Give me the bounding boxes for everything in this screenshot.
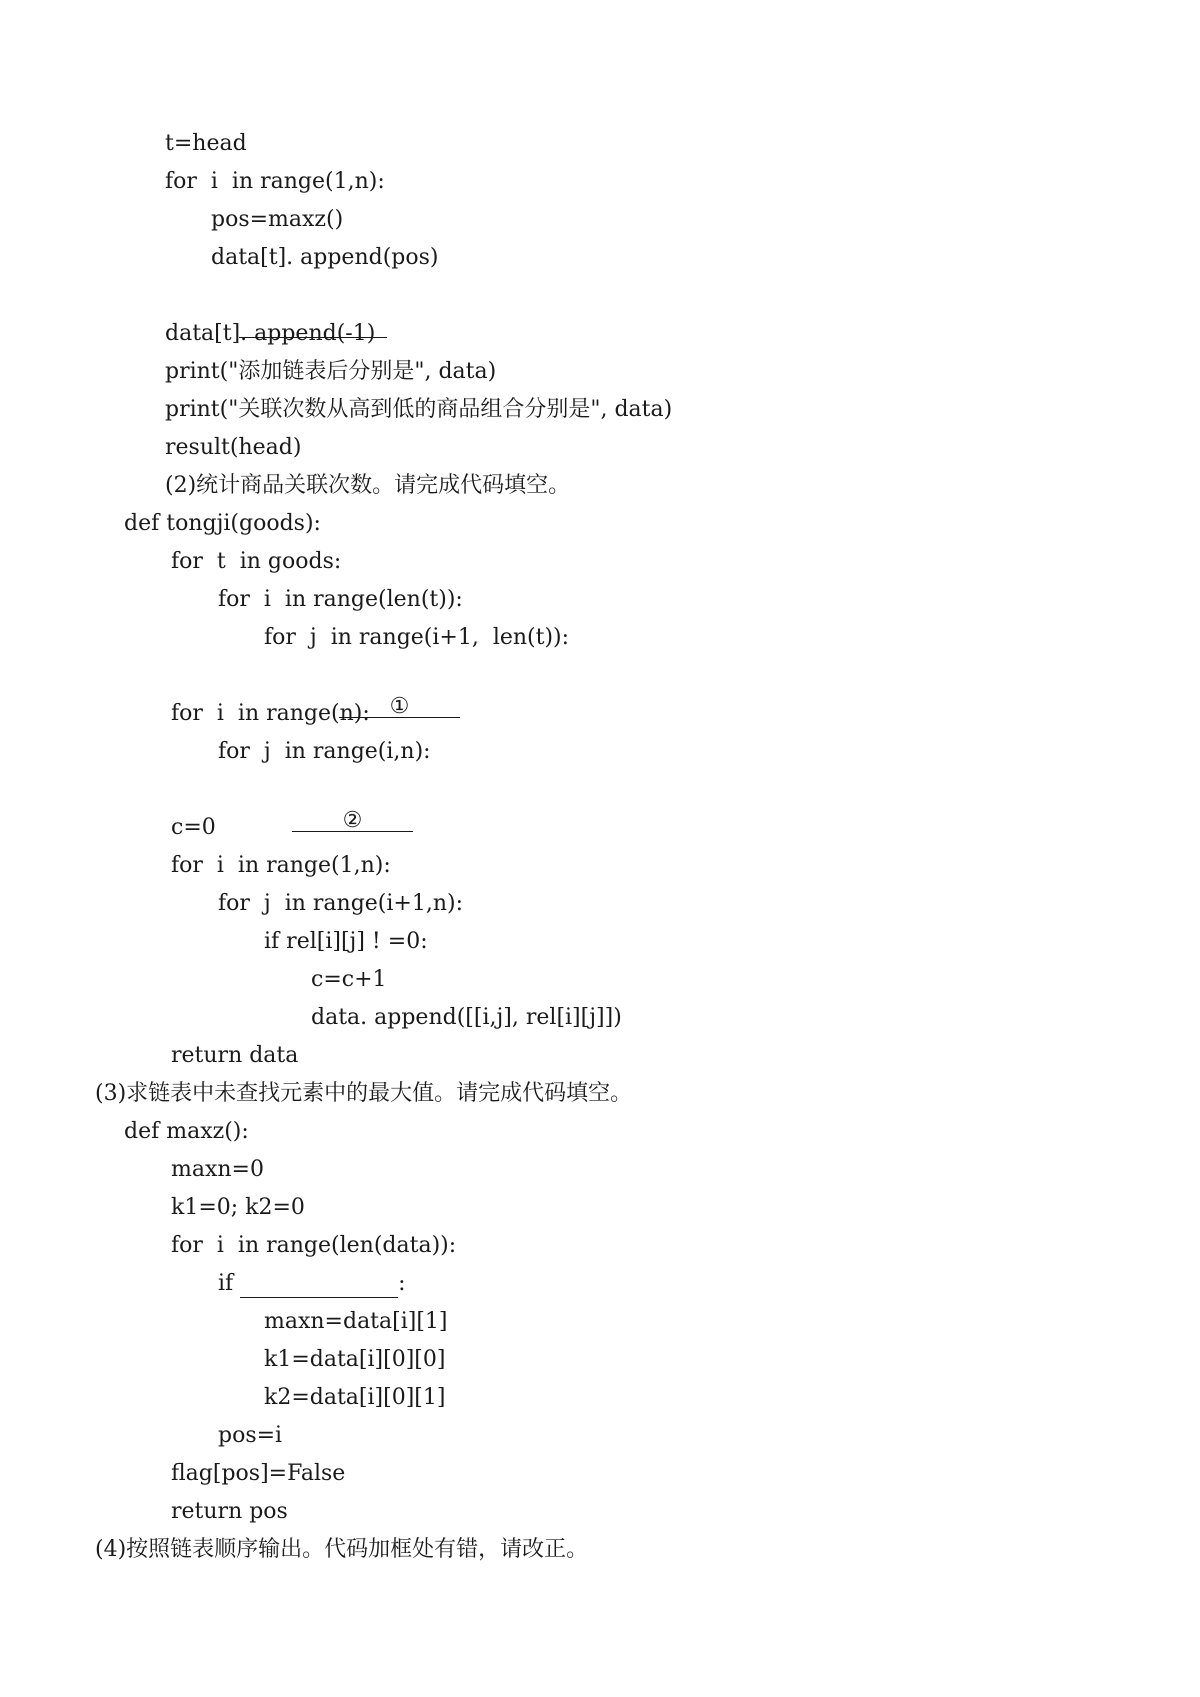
code-line: print("添加链表后分别是", data) (165, 359, 497, 384)
code-line: for i in range(len(data)): (171, 1233, 457, 1258)
code-line: flag[pos]=False (171, 1461, 346, 1486)
code-line: if rel[i][j] ! =0: (264, 929, 428, 954)
question-heading: (3)求链表中未查找元素中的最大值。请完成代码填空。 (95, 1081, 633, 1106)
fill-blank-line (264, 776, 413, 860)
code-line: k1=0; k2=0 (171, 1195, 305, 1220)
question-heading: (4)按照链表顺序输出。代码加框处有错，请改正。 (95, 1537, 589, 1562)
code-line: maxn=0 (171, 1157, 264, 1182)
question-heading: (2)统计商品关联次数。请完成代码填空。 (165, 473, 571, 498)
code-line: def maxz(): (124, 1119, 249, 1144)
code-line: pos=i (218, 1423, 283, 1448)
code-line: t=head (165, 131, 247, 156)
code-line: maxn=data[i][1] (264, 1309, 448, 1334)
code-line: print("关联次数从高到低的商品组合分别是", data) (165, 397, 673, 422)
code-line: return pos (171, 1499, 288, 1524)
code-line: pos=maxz() (211, 207, 344, 232)
code-line: data[t]. append(-1) (165, 321, 376, 346)
code-line: k2=data[i][0][1] (264, 1385, 446, 1410)
fill-blank (240, 1273, 398, 1298)
code-line-if: if : (218, 1271, 406, 1296)
code-line: data. append([[i,j], rel[i][j]]) (311, 1005, 622, 1030)
code-line: return data (171, 1043, 299, 1068)
code-line: for i in range(n): (171, 701, 370, 726)
code-line: c=c+1 (311, 967, 387, 992)
code-line: for i in range(1,n): (171, 853, 391, 878)
code-line: data[t]. append(pos) (211, 245, 439, 270)
code-line: for j in range(i+1, len(t)): (264, 625, 570, 650)
code-line: for j in range(i+1,n): (218, 891, 464, 916)
code-line: k1=data[i][0][0] (264, 1347, 446, 1372)
code-line: c=0 (171, 815, 216, 840)
fill-blank-2: ② (292, 807, 413, 832)
code-line: for j in range(i,n): (218, 739, 431, 764)
fill-blank-1: ① (339, 693, 460, 718)
code-line: def tongji(goods): (124, 511, 321, 536)
code-line: result(head) (165, 435, 302, 460)
code-line: for i in range(len(t)): (218, 587, 463, 612)
code-line: for i in range(1,n): (165, 169, 385, 194)
code-line: for t in goods: (171, 549, 342, 574)
